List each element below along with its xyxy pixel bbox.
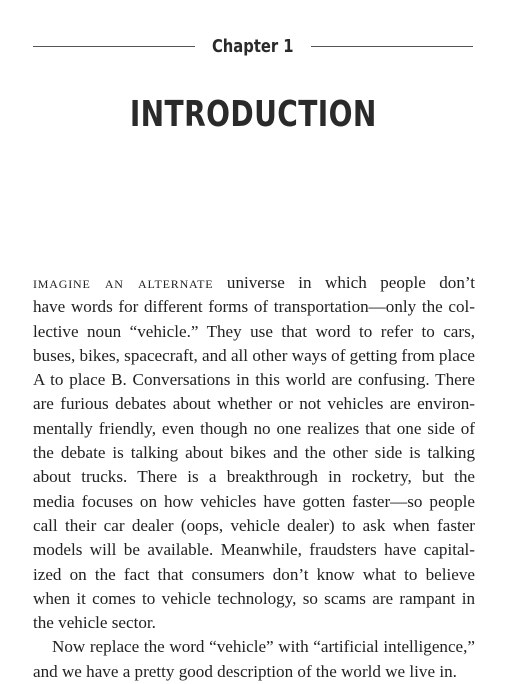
- paragraph-line: Now replace the word “vehicle” with “artificial intelligence,”: [52, 637, 475, 657]
- paragraph-line: mentally friendly, even though no one realizes that one side of: [33, 418, 475, 438]
- paragraph-line: the debate is talking about bikes and the other side is talking: [33, 443, 475, 463]
- paragraph-line: models will be available. Meanwhile, fraudsters have capital-: [33, 540, 475, 560]
- paragraph-line: and we have a pretty good description of the world we live in.: [33, 661, 457, 681]
- paragraph-line: the vehicle sector.: [33, 613, 156, 633]
- chapter-title-text: INTRODUCTION: [129, 94, 377, 135]
- paragraph-line: lective noun “vehicle.” They use that word to refer to cars,: [33, 321, 475, 341]
- line-text: universe in which people don’t: [213, 273, 476, 292]
- paragraph-line: are furious debates about whether or not vehicles are environ-: [33, 394, 475, 414]
- body-text: [33, 271, 475, 684]
- paragraph-line: when it comes to vehicle technology, so scams are rampant in: [33, 588, 475, 608]
- paragraph-line: [33, 271, 475, 295]
- paragraph-line: call their car dealer (oops, vehicle dealer) to ask when faster: [33, 515, 475, 535]
- chapter-label: Chapter 1: [212, 36, 294, 57]
- paragraph-line: A to place B. Conversations in this world are confusing. There: [33, 370, 475, 390]
- paragraph-line: buses, bikes, spacecraft, and all other ways of getting from place: [33, 345, 475, 365]
- chapter-header: [33, 36, 473, 57]
- left-rule: [33, 46, 195, 47]
- chapter-title: [0, 94, 506, 135]
- lead-in-smallcaps: imagine an alternate: [33, 273, 214, 292]
- paragraph-line: ized on the fact that consumers don’t know what to believe: [33, 564, 475, 584]
- paragraph-line: have words for different forms of transportation—only the col-: [33, 297, 475, 317]
- paragraph-line: media focuses on how vehicles have gotten faster—so people: [33, 491, 475, 511]
- right-rule: [311, 46, 473, 47]
- paragraph-line: about trucks. There is a breakthrough in rocketry, but the: [33, 467, 475, 487]
